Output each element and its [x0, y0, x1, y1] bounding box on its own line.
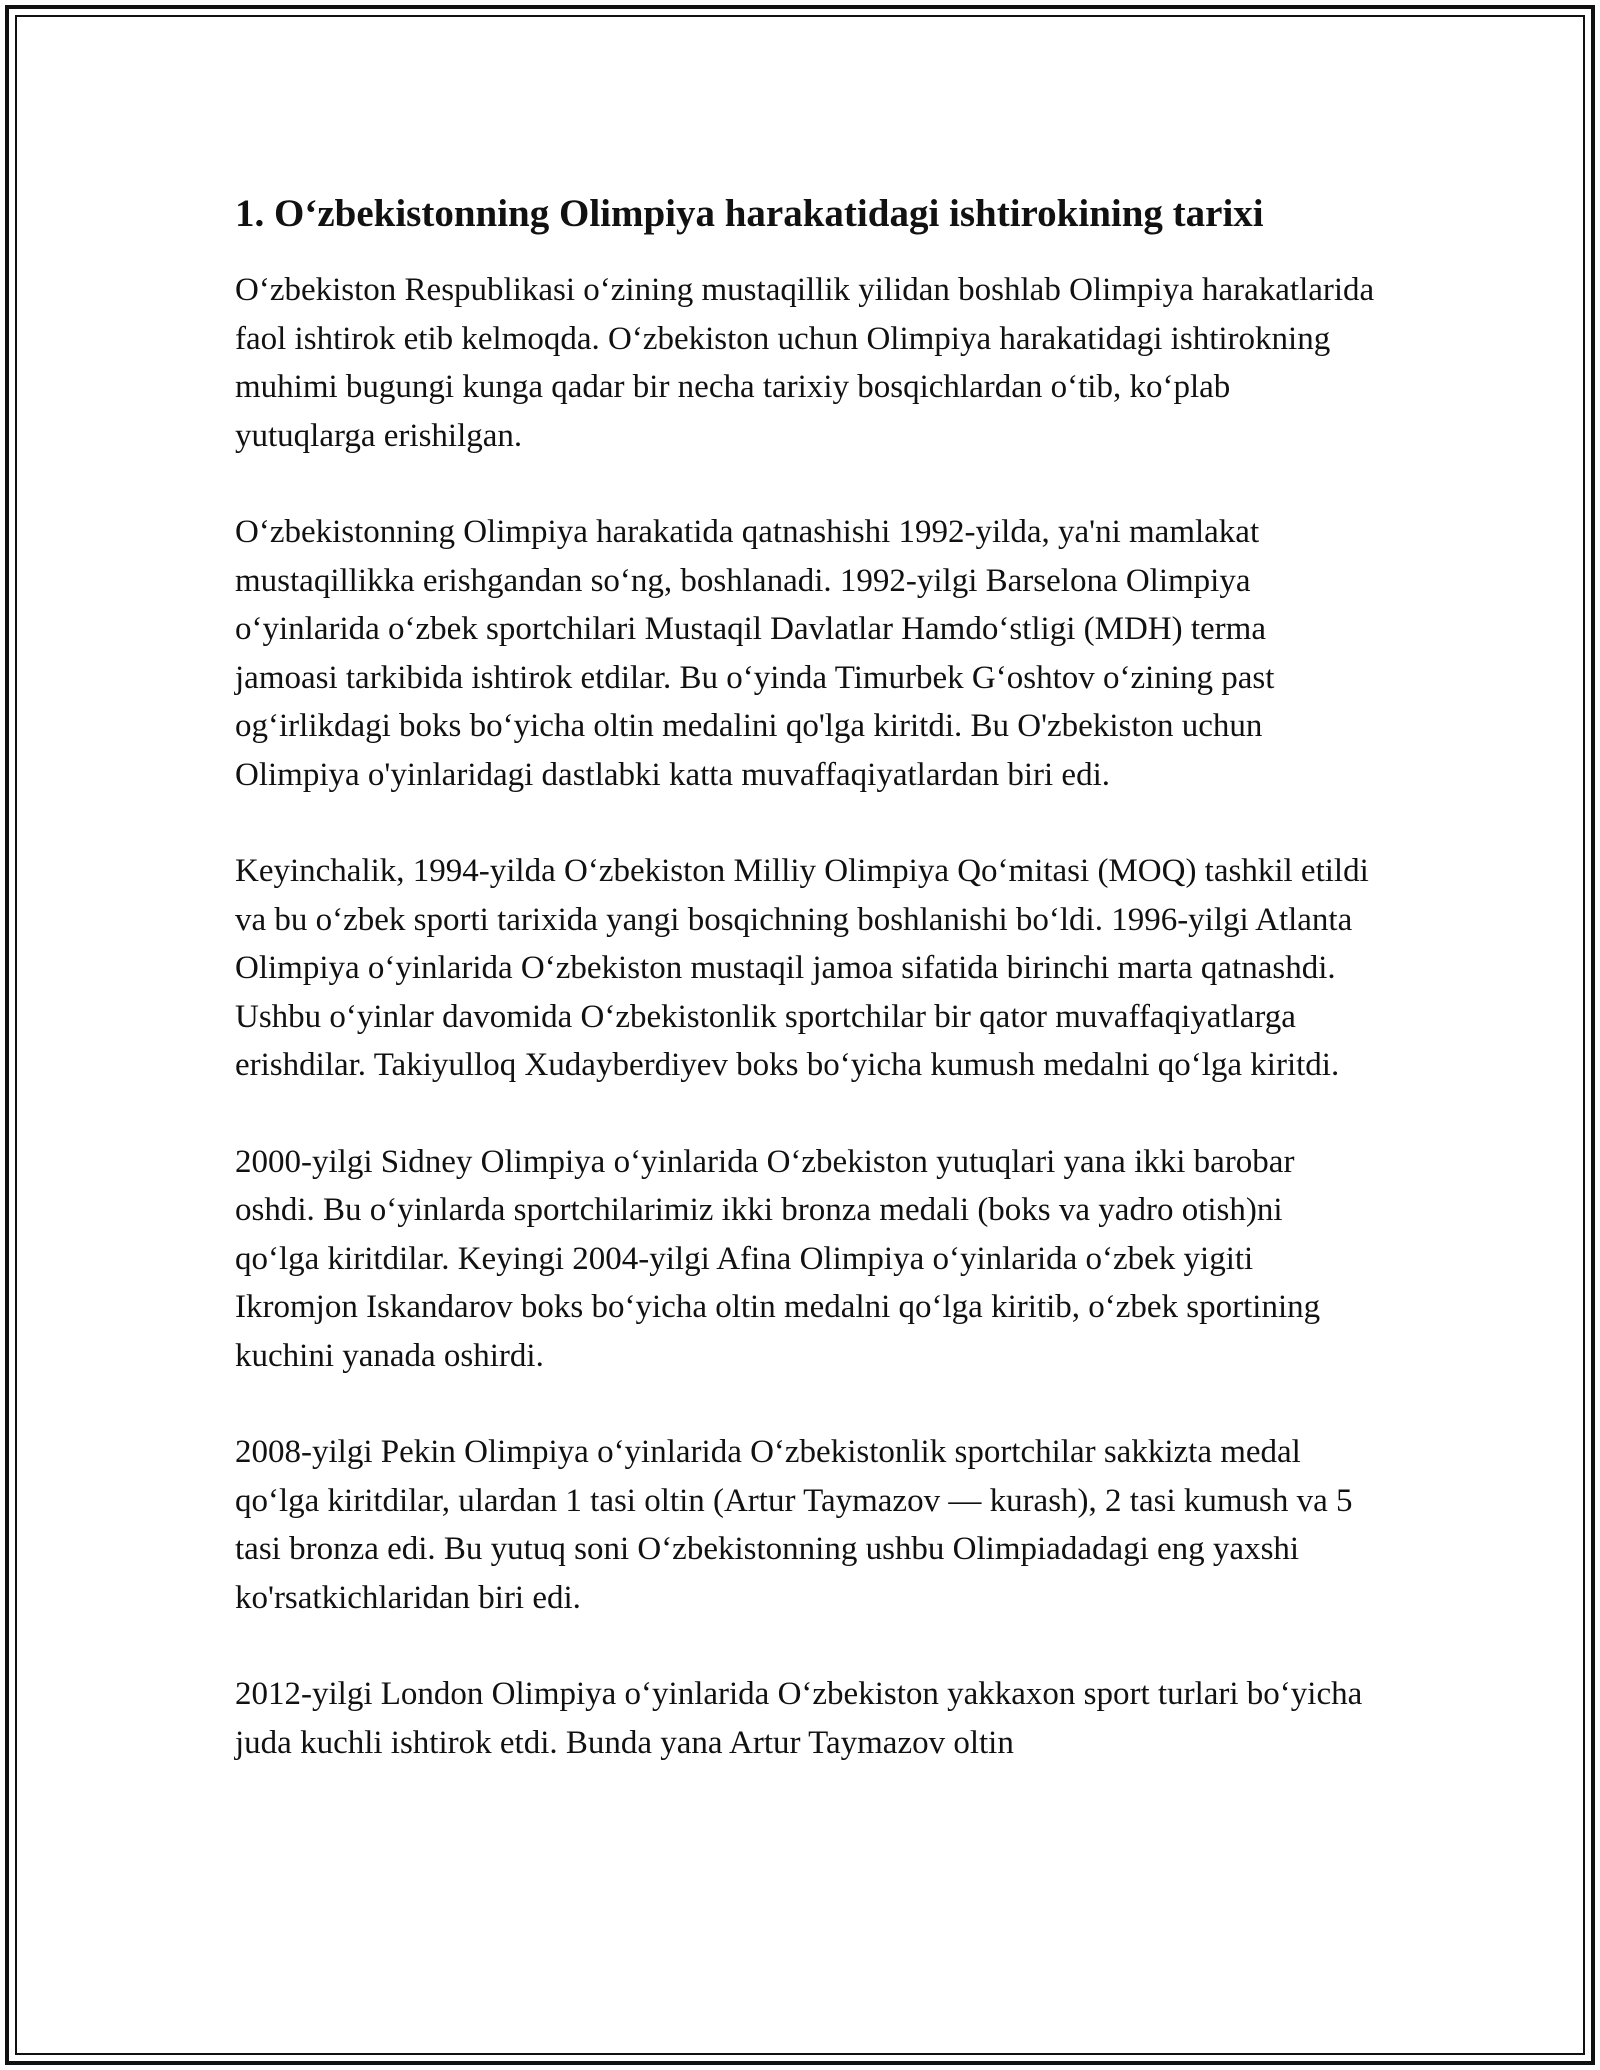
paragraph-1994-1996: Keyinchalik, 1994-yilda O‘zbekiston Milliy Olimpiya Qo‘mitasi (MOQ) tashkil etildi va bu o‘zbek sporti tarixida yangi bosqichning boshlanishi bo‘ldi. 1996-yilgi Atlanta Olimpiya o‘yinlarida O‘zbekiston mustaqil jamoa sifatida birinchi marta qatnashdi. Ushbu o‘yinlar davomida O‘zbekistonlik sportchilar bir qator muvaffaqiyatlarga erishdilar. Takiyulloq Xudayberdiyev boks bo‘yicha kumush medalni qo‘lga kiritdi. — [235, 853, 1369, 1083]
paragraph-2000-2004: 2000-yilgi Sidney Olimpiya o‘yinlarida O‘zbekiston yutuqlari yana ikki barobar oshdi. Bu o‘yinlarda sportchilarimiz ikki bronza medali (boks va yadro otish)ni qo‘lga kiritdilar. Keyingi 2004-yilgi Afina Olimpiya o‘yinlarida o‘zbek yigiti Ikromjon Iskandarov boks bo‘yicha oltin medalni qo‘lga kiritib, o‘zbek sportining kuchini yanada oshirdi. — [235, 1143, 1321, 1374]
section-heading: 1. O‘zbekistonning Olimpiya harakatidagi ishtirokining tarixi — [235, 192, 1264, 235]
paragraph-1992: O‘zbekistonning Olimpiya harakatida qatnashishi 1992-yilda, ya'ni mamlakat mustaqillikka erishgandan so‘ng, boshlanadi. 1992-yilgi Barselona Olimpiya o‘yinlarida o‘zbek sportchilari Mustaqil Davlatlar Hamdo‘stligi (MDH) terma jamoasi tarkibida ishtirok etdilar. Bu o‘yinda Timurbek G‘oshtov o‘zining past og‘irlikdagi boks bo‘yicha oltin medalini qo'lga kiritdi. Bu O'zbekiston uchun Olimpiya o'yinlaridagi dastlabki katta muvaffaqiyatlardan biri edi. — [235, 514, 1275, 793]
paragraph-2008: 2008-yilgi Pekin Olimpiya o‘yinlarida O‘zbekistonlik sportchilar sakkizta medal qo‘lga kiritdilar, ulardan 1 tasi oltin (Artur Taymazov — kurash), 2 tasi kumush va 5 tasi bronza edi. Bu yutuq soni O‘zbekistonning ushbu Olimpiadadagi eng yaxshi ko'rsatkichlaridan biri edi. — [235, 1434, 1353, 1616]
paragraph-2012: 2012-yilgi London Olimpiya o‘yinlarida O‘zbekiston yakkaxon sport turlari bo‘yicha juda kuchli ishtirok etdi. Bunda yana Artur Taymazov oltin — [235, 1676, 1363, 1761]
paragraph-intro: O‘zbekiston Respublikasi o‘zining mustaqillik yilidan boshlab Olimpiya harakatlarida faol ishtirok etib kelmoqda. O‘zbekiston uchun Olimpiya harakatidagi ishtirokning muhimi bugungi kunga qadar bir necha tarixiy bosqichlardan o‘tib, ko‘plab yutuqlarga erishilgan. — [235, 272, 1375, 454]
document-body — [235, 190, 1375, 1815]
